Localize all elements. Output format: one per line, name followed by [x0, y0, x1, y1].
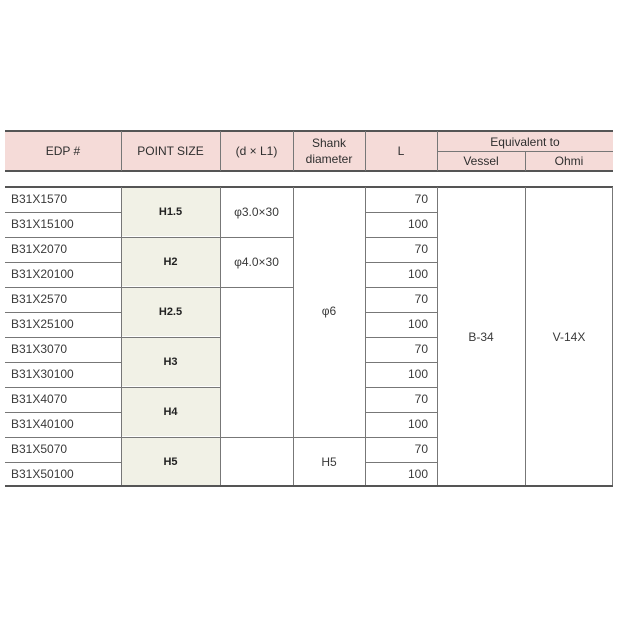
header-vessel: Vessel — [463, 154, 499, 168]
edp-row-line — [5, 237, 121, 238]
l-row-line — [365, 462, 437, 463]
header-equivalent-to: Equivalent to — [490, 135, 560, 149]
header-shank-line1: Shank — [311, 136, 347, 150]
header-point-size: POINT SIZE — [137, 144, 204, 158]
l-cell: 100 — [407, 417, 428, 431]
l-cell: 100 — [407, 317, 428, 331]
header-shank-line2: diameter — [305, 152, 353, 166]
shank-diameter-cell: φ6 — [321, 304, 337, 318]
edp-cell: B31X40100 — [11, 417, 74, 431]
edp-cell: B31X2070 — [11, 242, 68, 256]
point-size-cell: H4 — [121, 388, 220, 436]
header-l: L — [397, 144, 405, 158]
header-edp: EDP # — [45, 144, 81, 158]
shank-diameter-cell: H5 — [321, 455, 337, 469]
edp-cell: B31X30100 — [11, 367, 74, 381]
edp-row-line — [5, 387, 121, 388]
l-row-line — [365, 312, 437, 313]
edp-cell: B31X4070 — [11, 392, 68, 406]
l-cell: 70 — [414, 192, 428, 206]
edp-cell: B31X25100 — [11, 317, 74, 331]
group-line — [121, 287, 293, 288]
l-row-line — [365, 387, 437, 388]
edp-cell: B31X15100 — [11, 217, 74, 231]
l-row-line — [365, 212, 437, 213]
edp-cell: B31X5070 — [11, 442, 68, 456]
point-size-cell: H3 — [121, 338, 220, 386]
edp-cell: B31X3070 — [11, 342, 68, 356]
edp-row-line — [5, 462, 121, 463]
l-row-line — [365, 337, 437, 338]
header-top-border — [5, 130, 613, 132]
group-line — [121, 437, 365, 438]
group-line — [121, 237, 293, 238]
edp-cell: B31X1570 — [11, 192, 68, 206]
l-cell: 100 — [407, 217, 428, 231]
l-cell: 70 — [414, 342, 428, 356]
header-ohmi: Ohmi — [554, 154, 584, 168]
l-cell: 70 — [414, 242, 428, 256]
l-row-line — [365, 262, 437, 263]
d-l1-cell: φ4.0×30 — [234, 255, 279, 269]
l-row-line — [365, 287, 437, 288]
l-cell: 100 — [407, 467, 428, 481]
body-col-line-3 — [293, 187, 294, 486]
body-col-line-1 — [121, 187, 122, 486]
edp-row-line — [5, 362, 121, 363]
group-line — [121, 387, 220, 388]
l-row-line — [365, 412, 437, 413]
header-d-l1: (d × L1) — [235, 144, 278, 158]
point-size-cell: H2 — [121, 238, 220, 286]
l-cell: 100 — [407, 367, 428, 381]
l-row-line — [365, 362, 437, 363]
body-bottom-border — [5, 485, 613, 487]
edp-row-line — [5, 287, 121, 288]
point-size-cell: H1.5 — [121, 188, 220, 236]
edp-row-line — [5, 212, 121, 213]
edp-cell: B31X20100 — [11, 267, 74, 281]
l-cell: 70 — [414, 292, 428, 306]
point-size-cell: H2.5 — [121, 288, 220, 336]
ohmi-equivalent: V-14X — [552, 330, 586, 344]
edp-row-line — [5, 312, 121, 313]
body-col-line-2 — [220, 187, 221, 486]
l-row-line — [365, 437, 437, 438]
edp-row-line — [5, 337, 121, 338]
body-top-border — [5, 186, 613, 188]
point-size-cell: H5 — [121, 438, 220, 485]
header-bottom-border — [5, 170, 613, 172]
group-line — [121, 337, 220, 338]
l-row-line — [365, 237, 437, 238]
l-cell: 70 — [414, 442, 428, 456]
l-cell: 100 — [407, 267, 428, 281]
l-cell: 70 — [414, 392, 428, 406]
edp-row-line — [5, 262, 121, 263]
vessel-equivalent: B-34 — [468, 330, 494, 344]
edp-cell: B31X2570 — [11, 292, 68, 306]
d-l1-cell: φ3.0×30 — [234, 205, 279, 219]
edp-row-line — [5, 412, 121, 413]
edp-cell: B31X50100 — [11, 467, 74, 481]
edp-row-line — [5, 437, 121, 438]
